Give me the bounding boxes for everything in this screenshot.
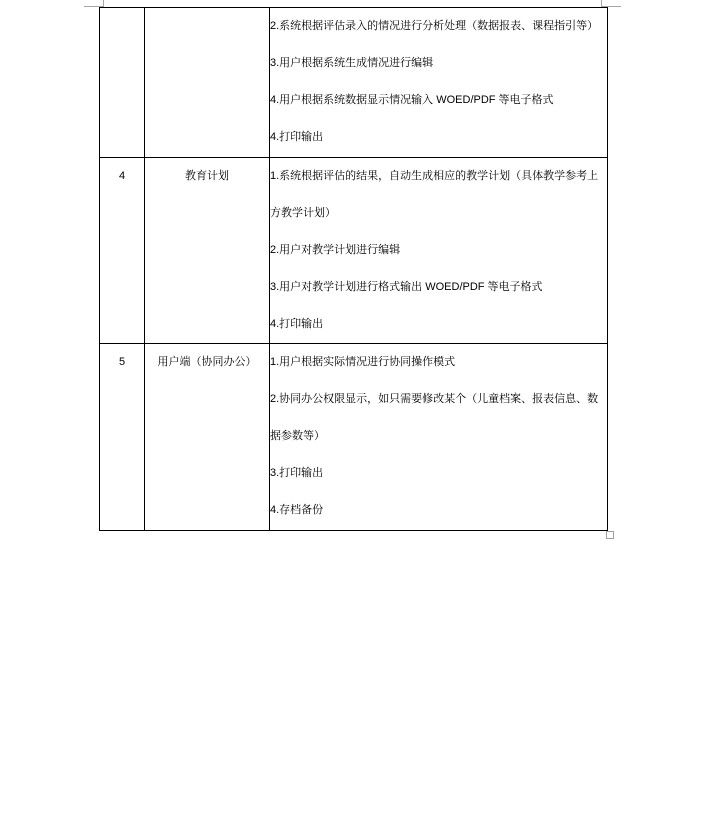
feature-line: 2.系统根据评估录入的情况进行分析处理（数据报表、课程指引等） xyxy=(270,20,599,32)
feature-line: 据参数等） xyxy=(270,430,325,442)
feature-line: 4.用户根据系统数据显示情况输入 WOED/PDF 等电子格式 xyxy=(270,94,554,106)
table-row xyxy=(100,158,608,344)
feature-line: 1.用户根据实际情况进行协同操作模式 xyxy=(270,356,456,368)
table-row xyxy=(100,8,608,158)
feature-list-cell xyxy=(270,158,608,344)
feature-line: 2.用户对教学计划进行编辑 xyxy=(270,244,401,256)
feature-line: 3.打印输出 xyxy=(270,467,324,479)
page-margin-mark-top-right xyxy=(601,0,621,7)
features-table xyxy=(99,7,608,531)
table-row xyxy=(100,344,608,531)
feature-line: 1.系统根据评估的结果，自动生成相应的教学计划（具体教学参考上 xyxy=(270,170,599,182)
feature-line: 方教学计划） xyxy=(270,207,336,219)
page-margin-mark-top-left xyxy=(84,0,104,7)
feature-line: 3.用户根据系统生成情况进行编辑 xyxy=(270,57,434,69)
module-name-cell: 教育计划 xyxy=(145,158,270,344)
row-number-cell: 4 xyxy=(100,158,145,344)
row-number-cell: 5 xyxy=(100,344,145,531)
module-name-cell: 用户端（协同办公） xyxy=(145,344,270,531)
row-number-cell xyxy=(100,8,145,158)
table-resize-handle[interactable] xyxy=(606,531,614,539)
feature-line: 4.存档备份 xyxy=(270,504,324,516)
feature-line: 4.打印输出 xyxy=(270,318,324,330)
feature-line: 2.协同办公权限显示，如只需要修改某个（儿童档案、报表信息、数 xyxy=(270,393,599,405)
feature-line: 3.用户对教学计划进行格式输出 WOED/PDF 等电子格式 xyxy=(270,281,543,293)
feature-line: 4.打印输出 xyxy=(270,131,324,143)
feature-list-cell xyxy=(270,344,608,531)
module-name-cell xyxy=(145,8,270,158)
feature-list-cell xyxy=(270,8,608,158)
